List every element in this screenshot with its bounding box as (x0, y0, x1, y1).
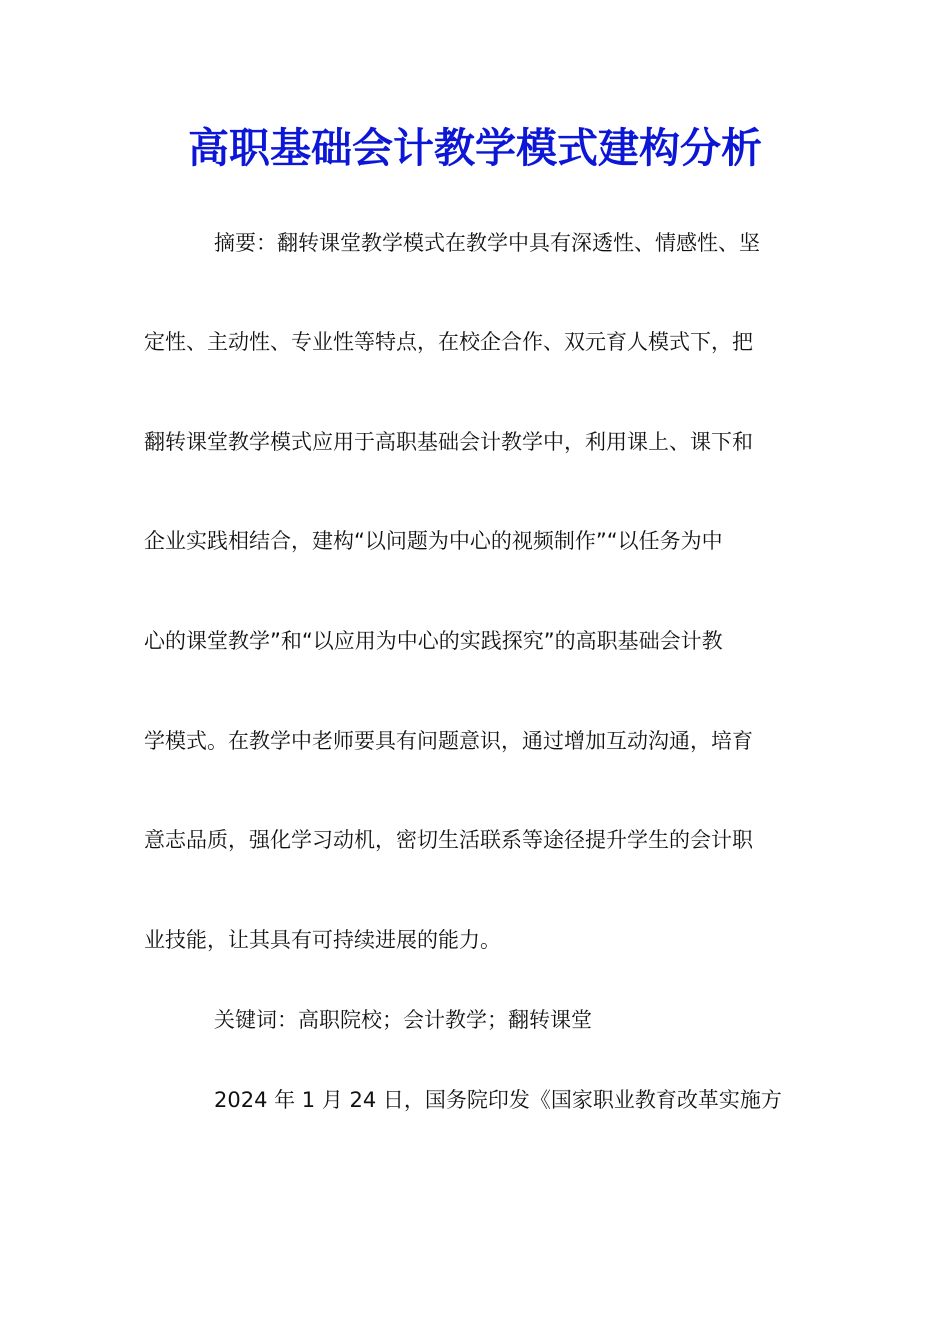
abstract-line: 定性、主动性、专业性等特点，在校企合作、双元育人模式下，把 (144, 330, 753, 354)
abstract-line: 学模式。在教学中老师要具有问题意识，通过增加互动沟通，培育 (144, 729, 753, 753)
abstract-line: 意志品质，强化学习动机，密切生活联系等途径提升学生的会计职 (144, 828, 753, 852)
body-paragraph-line: 2024 年 1 月 24 日，国务院印发《国家职业教育改革实施方 (214, 1088, 782, 1112)
abstract-line: 业技能，让其具有可持续进展的能力。 (144, 928, 501, 952)
document-title: 高职基础会计教学模式建构分析 (188, 124, 762, 172)
keywords-line: 关键词：高职院校；会计教学；翻转课堂 (214, 1008, 592, 1032)
abstract-line: 翻转课堂教学模式应用于高职基础会计教学中，利用课上、课下和 (144, 430, 753, 454)
abstract-line: 心的课堂教学”和“以应用为中心的实践探究”的高职基础会计教 (144, 629, 723, 653)
abstract-line: 摘要：翻转课堂教学模式在教学中具有深透性、情感性、坚 (214, 231, 760, 255)
abstract-line: 企业实践相结合，建构“以问题为中心的视频制作”“以任务为中 (144, 529, 723, 553)
